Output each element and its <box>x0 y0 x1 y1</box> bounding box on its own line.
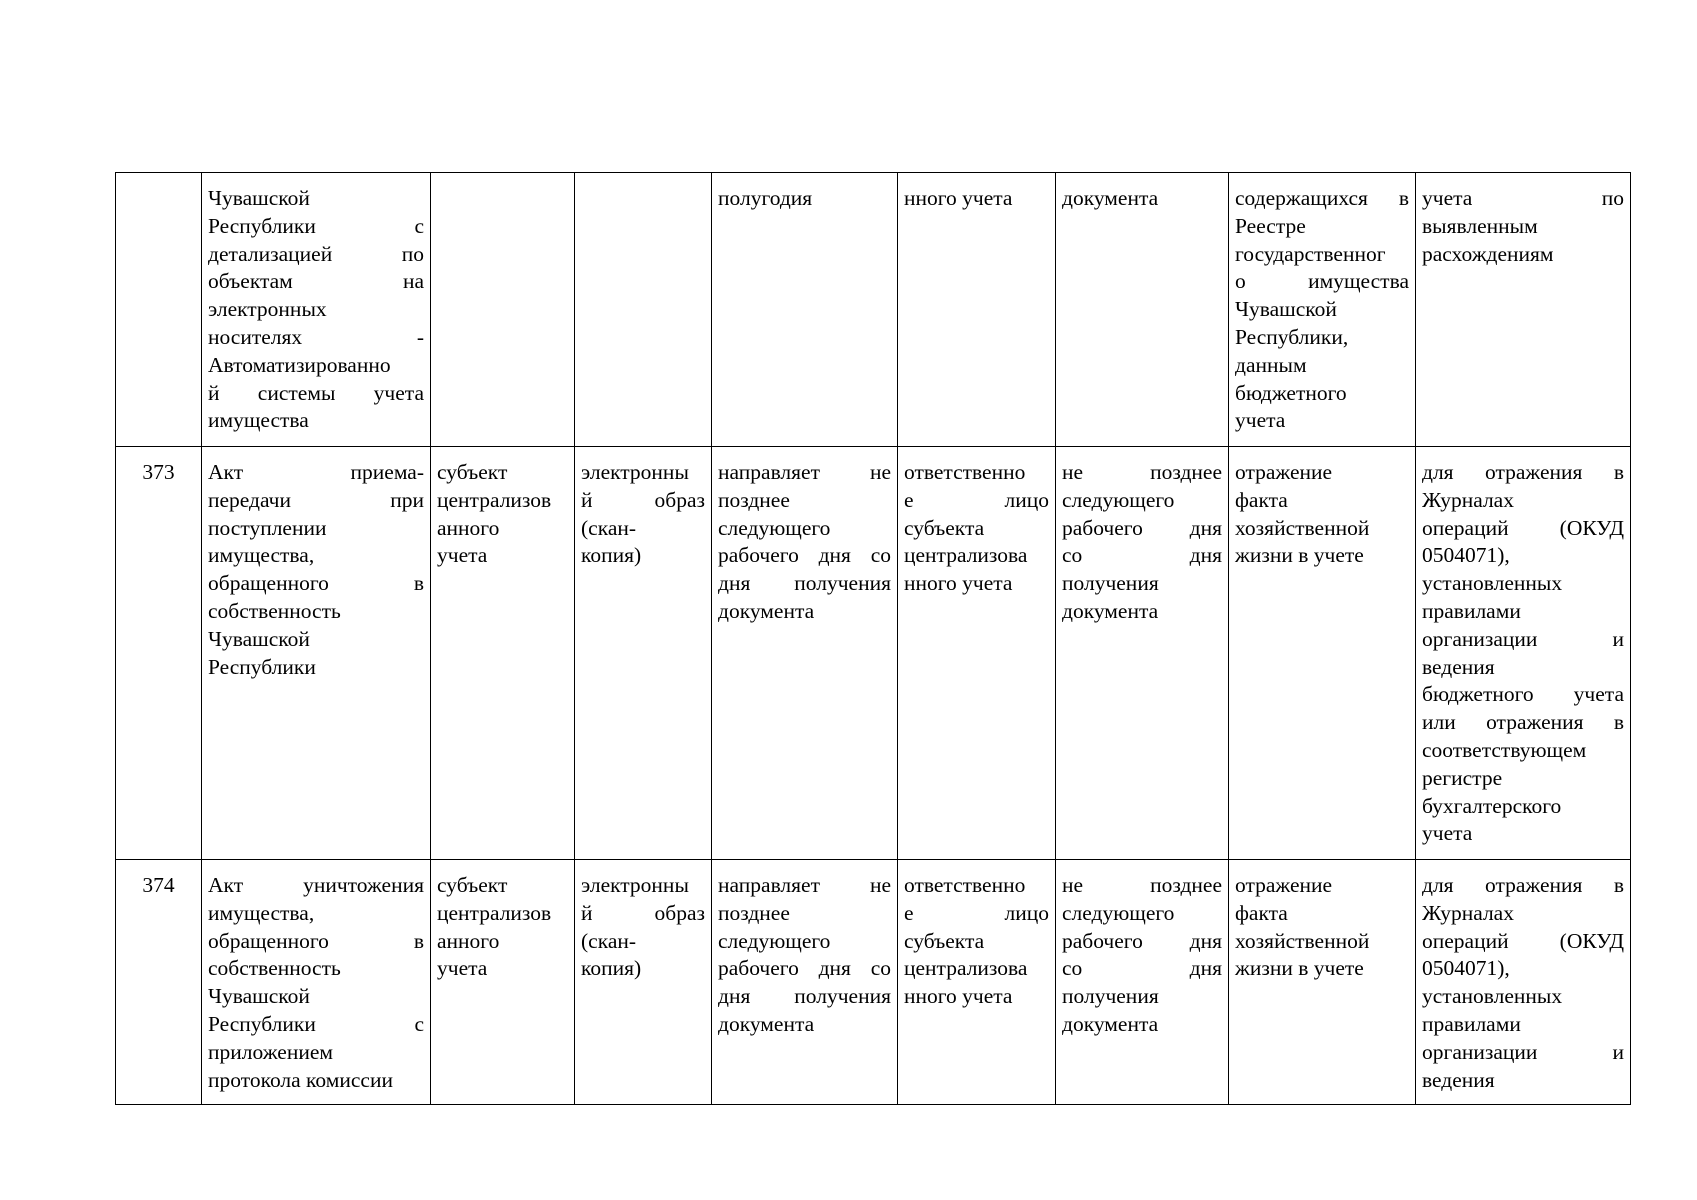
cell-text-line: й образ <box>581 487 705 512</box>
cell-text-line: Акт приема- <box>208 460 424 484</box>
cell-text-line: (скан- <box>581 928 637 953</box>
cell-text-line: электронны <box>581 460 689 484</box>
cell-text-line: ответственно <box>904 460 1026 484</box>
cell-text-line: документа <box>1062 1011 1159 1036</box>
cell-text-line: получения <box>1062 571 1159 596</box>
cell-text-line: направляет не <box>718 460 891 484</box>
cell-text-line: Чувашской <box>208 186 310 210</box>
cell-text-line: следующего <box>718 515 831 540</box>
cell-text-line: обращенного в <box>208 571 424 596</box>
cell-text-line: централизова <box>904 543 1028 568</box>
cell-text-line: со дня <box>1062 543 1222 568</box>
cell-text-line: имущества, <box>208 543 315 568</box>
processing-deadline-cell <box>1056 173 1229 447</box>
cell-text-line: для отражения в <box>1422 460 1624 484</box>
responsible-person-cell <box>898 173 1056 447</box>
cell-text-line: Чувашской <box>208 984 310 1009</box>
cell-text-line: документа <box>718 598 815 623</box>
cell-text-line: получения <box>1062 984 1159 1009</box>
cell-text-line: электронны <box>581 873 689 897</box>
responsible-subject-cell <box>431 860 575 1105</box>
cell-text-line: выявленным <box>1422 213 1538 238</box>
cell-text-line: централизов <box>437 487 552 512</box>
row-number <box>116 173 202 447</box>
cell-text-line: учета <box>1422 821 1473 846</box>
cell-text-line: носителях - <box>208 324 424 349</box>
cell-text-line: учета <box>437 956 488 981</box>
cell-text-line: установленных <box>1422 984 1563 1009</box>
cell-text-line: о имущества <box>1235 269 1409 294</box>
cell-text-line: учета <box>1235 408 1286 433</box>
submission-deadline-cell <box>712 173 898 447</box>
responsible-person-cell <box>898 860 1056 1105</box>
cell-text-line: позднее <box>718 487 790 512</box>
cell-text-line: рабочего дня <box>1062 515 1222 540</box>
cell-text-line: собственность <box>208 956 341 981</box>
cell-text-line: субъект <box>437 873 508 897</box>
cell-text-line: электронных <box>208 297 327 322</box>
cell-text-line: государственног <box>1235 241 1386 266</box>
cell-text-line: копия) <box>581 543 642 568</box>
document-name-cell <box>202 173 431 447</box>
cell-text-line: централизова <box>904 956 1028 981</box>
cell-text-line: передачи при <box>208 487 424 512</box>
cell-text-line: нного учета <box>904 571 1013 596</box>
cell-text-line: (скан- <box>581 515 637 540</box>
cell-text-line: бюджетного учета <box>1422 682 1624 707</box>
cell-text-line: Реестре <box>1235 213 1306 238</box>
cell-text-line: Республики с <box>208 213 424 238</box>
cell-text-line: установленных <box>1422 571 1563 596</box>
cell-text-line: содержащихся в <box>1235 186 1409 210</box>
cell-text-line: документа <box>718 1011 815 1036</box>
submission-deadline-cell <box>712 447 898 860</box>
cell-text-line: факта <box>1235 487 1288 512</box>
cell-text-line: документа <box>1062 598 1159 623</box>
cell-text-line: организации и <box>1422 1039 1624 1064</box>
cell-text-line: объектам на <box>208 269 424 294</box>
document-form-cell <box>575 447 712 860</box>
cell-text-line: учета <box>437 543 488 568</box>
cell-text-line: правилами <box>1422 598 1521 623</box>
cell-text-line: бухгалтерского <box>1422 793 1562 818</box>
cell-text-line: Чувашской <box>208 626 310 651</box>
row-number: 373 <box>116 447 202 860</box>
cell-text-line: следующего <box>1062 900 1175 925</box>
cell-text-line: расхождениям <box>1422 241 1554 266</box>
table-row <box>116 860 1631 1105</box>
cell-text-line: хозяйственной <box>1235 928 1370 953</box>
cell-text-line: Республики, <box>1235 324 1349 349</box>
cell-text-line: протокола комиссии <box>208 1067 393 1092</box>
document-table <box>115 172 1631 1105</box>
processing-deadline-cell <box>1056 447 1229 860</box>
cell-text-line: позднее <box>718 900 790 925</box>
cell-text-line: операций (ОКУД <box>1422 928 1624 953</box>
document-form-cell <box>575 860 712 1105</box>
cell-text-line: отражение <box>1235 460 1333 484</box>
processing-action-cell <box>1229 173 1416 447</box>
cell-text-line: документа <box>1062 186 1159 210</box>
cell-text-line: не позднее <box>1062 873 1222 897</box>
cell-text-line: направляет не <box>718 873 891 897</box>
cell-text-line: факта <box>1235 900 1288 925</box>
document-form-cell <box>575 173 712 447</box>
cell-text-line: имущества <box>208 408 309 433</box>
document-name-cell <box>202 447 431 860</box>
cell-text-line: анного <box>437 928 500 953</box>
cell-text-line: данным <box>1235 352 1307 377</box>
purpose-cell <box>1416 173 1631 447</box>
cell-text-line: рабочего дня со <box>718 543 891 568</box>
cell-text-line: детализацией по <box>208 241 424 266</box>
cell-text-line: собственность <box>208 598 341 623</box>
processing-action-cell <box>1229 860 1416 1105</box>
cell-text-line: имущества, <box>208 900 315 925</box>
cell-text-line: централизов <box>437 900 552 925</box>
responsible-subject-cell <box>431 447 575 860</box>
cell-text-line: полугодия <box>718 186 813 210</box>
cell-text-line: Республики с <box>208 1011 424 1036</box>
processing-deadline-cell <box>1056 860 1229 1105</box>
cell-text-line: Журналах <box>1422 900 1514 925</box>
cell-text-line: жизни в учете <box>1235 543 1364 568</box>
cell-text-line: субъекта <box>904 515 985 540</box>
cell-text-line: не позднее <box>1062 460 1222 484</box>
cell-text-line: рабочего дня со <box>718 956 891 981</box>
cell-text-line: поступлении <box>208 515 327 540</box>
cell-text-line: отражение <box>1235 873 1333 897</box>
processing-action-cell <box>1229 447 1416 860</box>
cell-text-line: приложением <box>208 1039 333 1064</box>
cell-text-line: следующего <box>1062 487 1175 512</box>
cell-text-line: 0504071), <box>1422 956 1510 981</box>
cell-text-line: нного учета <box>904 186 1013 210</box>
cell-text-line: обращенного в <box>208 928 424 953</box>
cell-text-line: Акт уничтожения <box>208 873 424 897</box>
cell-text-line: операций (ОКУД <box>1422 515 1624 540</box>
cell-text-line: субъекта <box>904 928 985 953</box>
row-number: 374 <box>116 860 202 1105</box>
purpose-cell <box>1416 860 1631 1105</box>
table-row <box>116 173 1631 447</box>
cell-text-line: копия) <box>581 956 642 981</box>
cell-text-line: ведения <box>1422 654 1495 679</box>
cell-text-line: регистре <box>1422 765 1503 790</box>
cell-text-line: й системы учета <box>208 380 424 405</box>
cell-text-line: организации и <box>1422 626 1624 651</box>
responsible-person-cell <box>898 447 1056 860</box>
cell-text-line: жизни в учете <box>1235 956 1364 981</box>
cell-text-line: правилами <box>1422 1011 1521 1036</box>
cell-text-line: дня получения <box>718 571 891 596</box>
cell-text-line: ответственно <box>904 873 1026 897</box>
cell-text-line: следующего <box>718 928 831 953</box>
cell-text-line: Автоматизированно <box>208 352 391 377</box>
cell-text-line: соответствующем <box>1422 737 1587 762</box>
cell-text-line: или отражения в <box>1422 710 1624 735</box>
cell-text-line: рабочего дня <box>1062 928 1222 953</box>
cell-text-line: анного <box>437 515 500 540</box>
cell-text-line: бюджетного <box>1235 380 1347 405</box>
cell-text-line: Республики <box>208 654 316 679</box>
cell-text-line: субъект <box>437 460 508 484</box>
cell-text-line: для отражения в <box>1422 873 1624 897</box>
cell-text-line: ведения <box>1422 1067 1495 1092</box>
document-name-cell <box>202 860 431 1105</box>
cell-text-line: дня получения <box>718 984 891 1009</box>
cell-text-line: е лицо <box>904 900 1049 925</box>
cell-text-line: Журналах <box>1422 487 1514 512</box>
table-row <box>116 447 1631 860</box>
cell-text-line: хозяйственной <box>1235 515 1370 540</box>
responsible-subject-cell <box>431 173 575 447</box>
purpose-cell <box>1416 447 1631 860</box>
cell-text-line: й образ <box>581 900 705 925</box>
cell-text-line: 0504071), <box>1422 543 1510 568</box>
submission-deadline-cell <box>712 860 898 1105</box>
cell-text-line: Чувашской <box>1235 297 1337 322</box>
table-body <box>116 173 1631 1105</box>
cell-text-line: е лицо <box>904 487 1049 512</box>
cell-text-line: нного учета <box>904 984 1013 1009</box>
cell-text-line: со дня <box>1062 956 1222 981</box>
cell-text-line: учета по <box>1422 186 1624 210</box>
